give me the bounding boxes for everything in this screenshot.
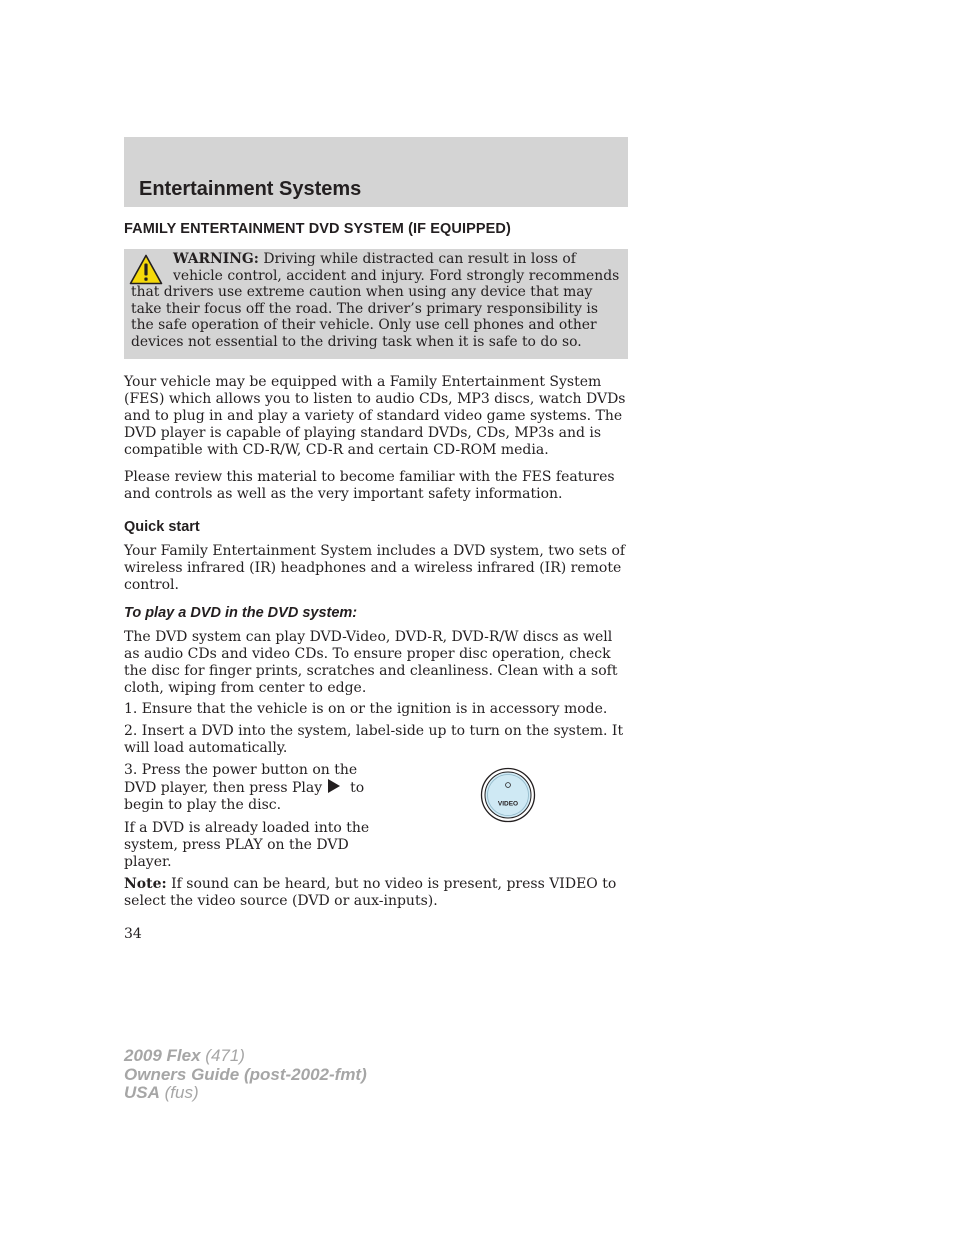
footer-model: 2009 Flex bbox=[124, 1046, 201, 1065]
video-button-label: VIDEO bbox=[497, 800, 519, 808]
warning-box bbox=[124, 249, 628, 359]
review-paragraph: Please review this material to become familiar with the FES features and controls as well as the very important safety information. bbox=[124, 469, 615, 502]
video-button-icon bbox=[480, 767, 536, 823]
note-text: If sound can be heard, but no video is present, press VIDEO to select the video source (DVD or aux-inputs). bbox=[124, 876, 617, 909]
note-paragraph bbox=[124, 876, 628, 910]
page-number: 34 bbox=[124, 926, 142, 942]
play-icon bbox=[328, 779, 340, 793]
footer-line-1 bbox=[124, 1047, 367, 1066]
footer-line-3 bbox=[124, 1084, 367, 1103]
step-3-text: 3. Press the power button on the DVD player, then press Play bbox=[124, 762, 358, 796]
footer-market: USA bbox=[124, 1083, 160, 1102]
step-3-text-end: to begin to play the disc. bbox=[124, 780, 365, 813]
footer-market-code: (fus) bbox=[159, 1083, 199, 1102]
warning-label: WARNING: bbox=[173, 251, 259, 267]
already-loaded-paragraph: If a DVD is already loaded into the system, press PLAY on the DVD player. bbox=[124, 820, 370, 870]
quick-start-heading: Quick start bbox=[124, 519, 200, 535]
section-title: Entertainment Systems bbox=[139, 178, 362, 200]
intro-paragraph: Your vehicle may be equipped with a Family Entertainment System (FES) which allows you to listen to audio CDs, MP3 discs, watch DVDs and to plug in and play a variety of standard video game systems. The DVD player is capable of playing standard DVDs, CDs, MP3s and is compatible with CD-R/W, CD-R and certain CD-ROM media. bbox=[124, 374, 626, 458]
footer-line-2: Owners Guide (post-2002-fmt) bbox=[124, 1064, 367, 1084]
note-label: Note: bbox=[124, 876, 167, 892]
step-3 bbox=[124, 762, 374, 814]
step-1: 1. Ensure that the vehicle is on or the ignition is in accessory mode. bbox=[124, 701, 608, 717]
section-header-bar bbox=[124, 137, 628, 207]
quick-start-paragraph: Your Family Entertainment System includes a DVD system, two sets of wireless infrared (IR) headphones and a wireless infrared (IR) remote control. bbox=[124, 543, 626, 593]
warning-body: Driving while distracted can result in loss of vehicle control, accident and injury. Ford strongly recommends that drivers use extreme caution when using any device that may take their focus off the road. The driver’s primary responsibility is the safe operation of their vehicle. Only use cell phones and other devices not essential to the driving task when it is safe to do so. bbox=[131, 251, 620, 350]
play-dvd-heading: To play a DVD in the DVD system: bbox=[124, 605, 358, 621]
footer-model-code: (471) bbox=[200, 1046, 245, 1065]
warning-text bbox=[131, 251, 623, 350]
step-2: 2. Insert a DVD into the system, label-side up to turn on the system. It will load automatically. bbox=[124, 723, 624, 756]
document-footer bbox=[124, 1047, 367, 1103]
dvd-intro-paragraph: The DVD system can play DVD-Video, DVD-R, DVD-R/W discs as well as audio CDs and video CDs. To ensure proper disc operation, check the disc for finger prints, scratches and cleanliness. Clean with a soft cloth, wiping from center to edge. bbox=[124, 629, 618, 696]
main-heading: FAMILY ENTERTAINMENT DVD SYSTEM (IF EQUIPPED) bbox=[124, 221, 511, 237]
